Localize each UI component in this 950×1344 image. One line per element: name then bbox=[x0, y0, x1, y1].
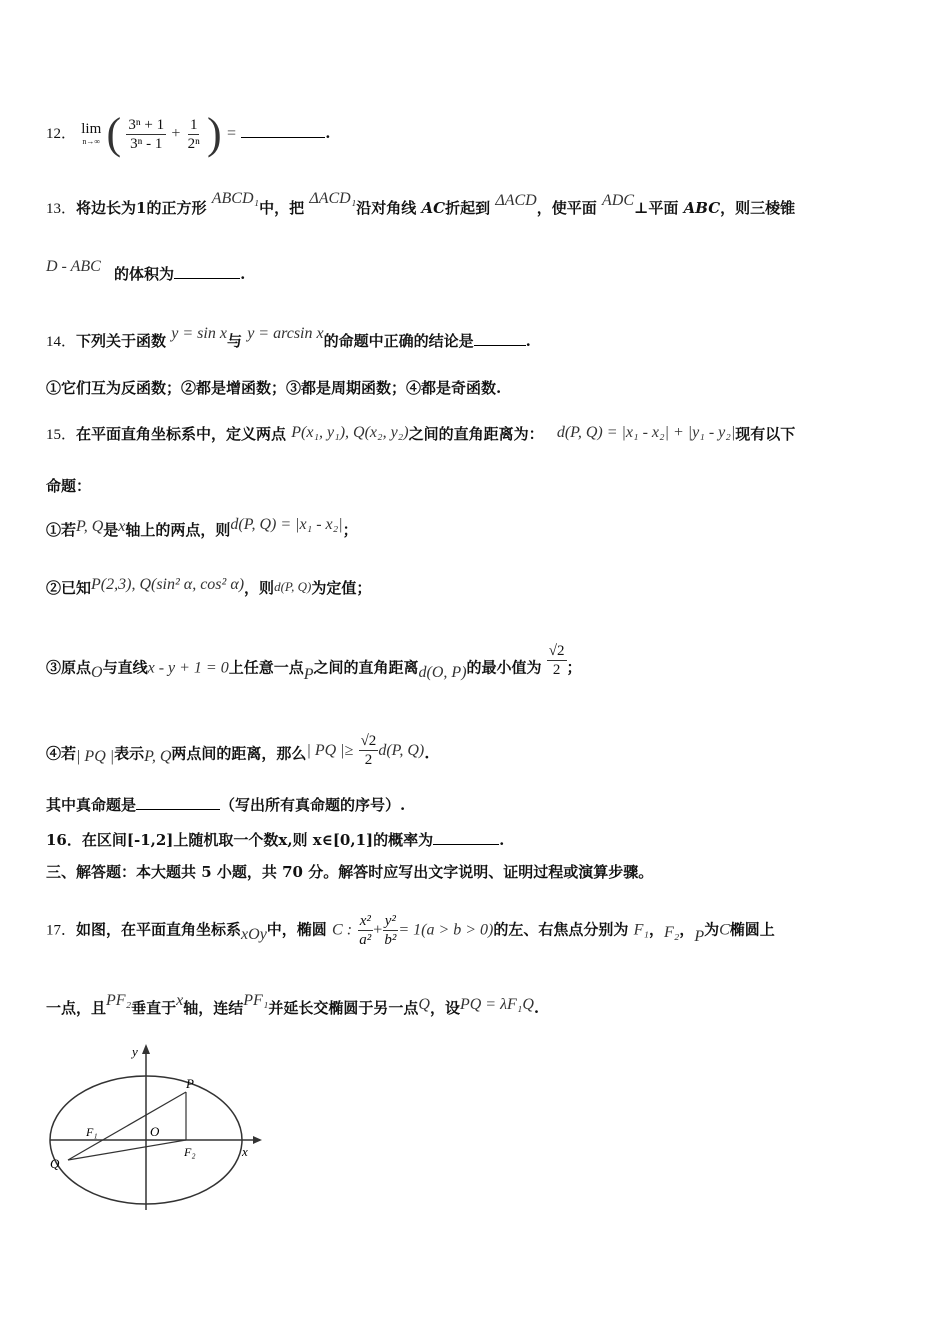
answer-blank[interactable] bbox=[174, 264, 240, 279]
fraction-sqrt2-over-2: $\frac{√2}{2}$ bbox=[548, 643, 565, 678]
question-17: 17．如图，在平面直角坐标系xOy中，椭圆 C : $\frac{\text{x²}}{\text{a²}}$ + $\frac{\text{y²}}{\text{b²}}$ = 1(a > b > 0)的左、右焦点分别为 F₁，F₂，P为C椭圆上 bbox=[46, 913, 775, 948]
limit-operator: lim n→∞ bbox=[81, 121, 102, 146]
question-15-cont: 命题： bbox=[46, 477, 92, 495]
proposition-4: ④若| PQ |表示P, Q两点间的距离，那么| PQ |≥ $\frac{√2}{2}$ d(P, Q). bbox=[46, 733, 430, 768]
question-15-tail: 其中真命题是 （写出所有真命题的序号）. bbox=[46, 796, 406, 814]
fraction-x2-a2: $\frac{\text{x²}}{\text{a²}}$ bbox=[359, 913, 372, 948]
question-14-options: ①它们互为反函数；②都是增函数；③都是周期函数；④都是奇函数. bbox=[46, 379, 502, 397]
question-13: 13．将边长为1的正方形 ABCD₁中，把 ΔACD₁沿对角线 AC折起到 ΔACD，使平面 ADC⊥平面 ABC，则三棱锥 bbox=[46, 190, 796, 217]
fraction-2: $\frac{1}{\text{2ⁿ}}$ bbox=[187, 116, 200, 152]
answer-blank[interactable] bbox=[136, 795, 220, 810]
question-12: 12． lim n→∞ ( $\frac{\text{3ⁿ + 1}}{\text{3ⁿ - 1}}$ + $\frac{1}{\text{2ⁿ}}$ ) = . bbox=[46, 109, 331, 158]
ellipse-figure bbox=[46, 1040, 276, 1215]
section-heading: 三、解答题：本大题共 5 小题，共 70 分。解答时应写出文字说明、证明过程或演算步骤。 bbox=[46, 863, 654, 881]
proposition-3: ③原点O与直线x - y + 1 = 0上任意一点P之间的直角距离d(O, P)的最小值为 $\frac{√2}{2}$ ； bbox=[46, 643, 582, 683]
y-label: y bbox=[132, 1044, 138, 1059]
answer-blank[interactable] bbox=[241, 123, 325, 138]
p-label: P bbox=[186, 1076, 194, 1091]
f1-label: F₁ bbox=[86, 1125, 98, 1139]
proposition-1: ①若P, Q是x轴上的两点，则d(P, Q) = |x₁ - x₂|； bbox=[46, 516, 358, 539]
q-label: Q bbox=[50, 1156, 60, 1171]
x-label: x bbox=[242, 1144, 248, 1159]
question-17-cont: 一点，且PF₂垂直于x轴，连结PF₁并延长交椭圆于另一点Q，设PQ = λF₁Q. bbox=[46, 992, 540, 1017]
answer-blank[interactable] bbox=[474, 331, 526, 346]
fraction-1: $\frac{\text{3ⁿ + 1}}{\text{3ⁿ - 1}}$ bbox=[128, 116, 165, 152]
x-axis-arrow bbox=[253, 1136, 262, 1144]
fraction-sqrt2-over-2: $\frac{√2}{2}$ bbox=[360, 733, 377, 768]
fraction-y2-b2: $\frac{\text{y²}}{\text{b²}}$ bbox=[384, 913, 397, 948]
f2-label: F₂ bbox=[184, 1145, 196, 1159]
question-16: 16．在区间[-1,2]上随机取一个数x,则 x∈[0,1]的概率为 . bbox=[46, 831, 505, 849]
question-14: 14．下列关于函数 y = sin x与 y = arcsin x的命题中正确的结论是 . bbox=[46, 325, 531, 350]
o-label: O bbox=[150, 1124, 160, 1139]
question-13-cont: D - ABC 的体积为 . bbox=[46, 258, 246, 283]
answer-blank[interactable] bbox=[433, 830, 499, 845]
question-15: 15．在平面直角坐标系中，定义两点 P(x₁, y₁), Q(x₂, y₂)之间的直角距离为： d(P, Q) = |x₁ - x₂| + |y₁ - y₂|现有以下 bbox=[46, 424, 796, 443]
y-axis-arrow bbox=[142, 1044, 150, 1054]
proposition-2: ②已知P(2,3), Q(sin² α, cos² α)，则d(P, Q)为定值； bbox=[46, 576, 372, 597]
